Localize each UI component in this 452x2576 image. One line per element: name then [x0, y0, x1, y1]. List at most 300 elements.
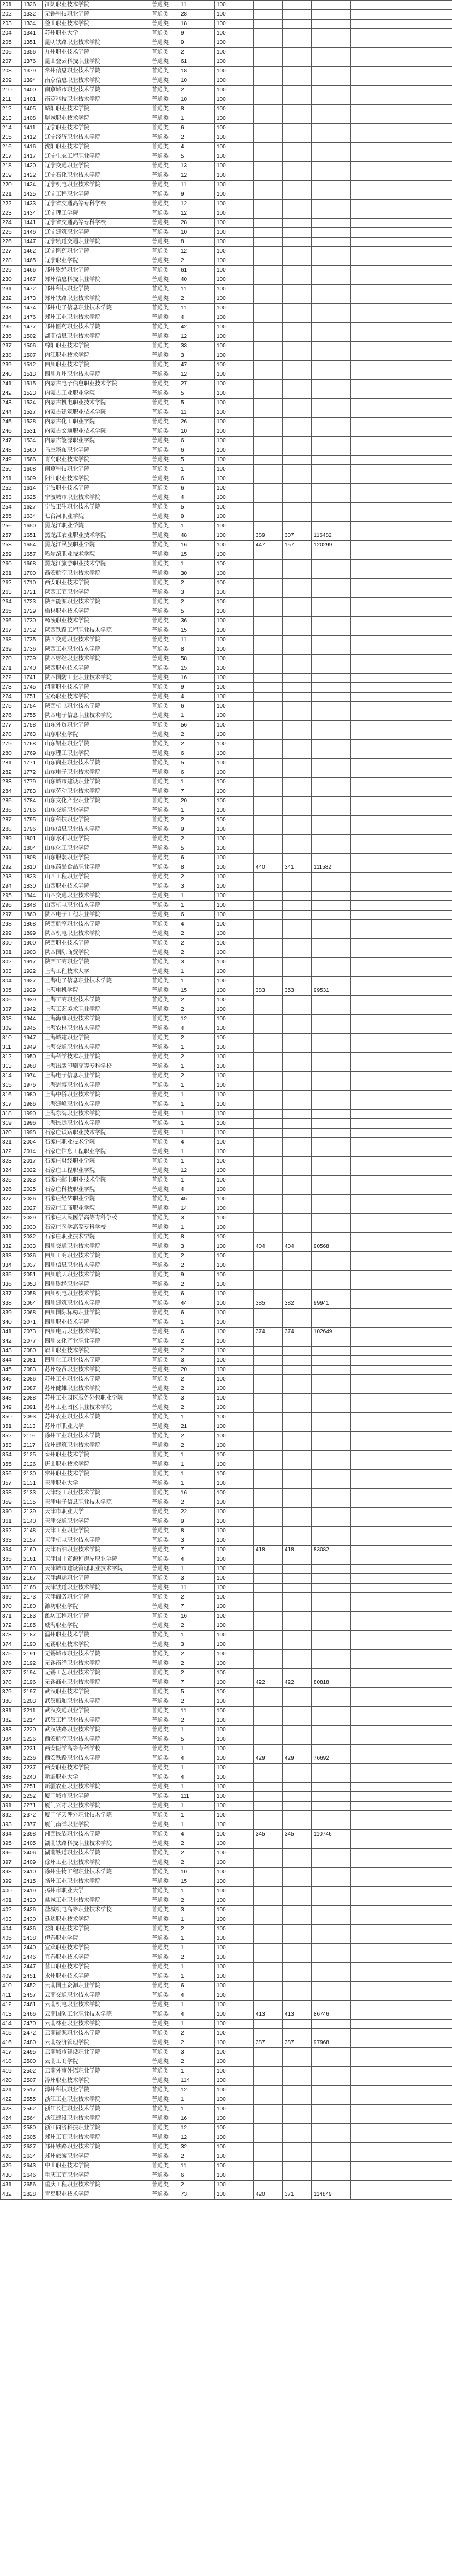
min-rank-cell: [312, 1214, 351, 1223]
row-index-cell: 205: [1, 38, 22, 48]
category-cell: 普通类: [150, 2086, 179, 2095]
table-row: [1, 1925, 452, 1934]
row-index-cell: 327: [1, 1195, 22, 1204]
plan-count-cell: 1: [179, 1963, 215, 1972]
plan-count-cell: 12: [179, 200, 215, 209]
min-rank-cell: [312, 1280, 351, 1290]
category-cell: 普通类: [150, 1669, 179, 1678]
plan-count-cell: 16: [179, 674, 215, 683]
min-rank-cell: [312, 1697, 351, 1707]
school-code-cell: 1654: [22, 541, 43, 550]
min-rank-cell: [312, 332, 351, 342]
plan-count-cell: 7: [179, 1602, 215, 1612]
category-cell: 普通类: [150, 2057, 179, 2067]
table-row: [1, 1735, 452, 1745]
school-name-cell: 内江职业技术学院: [43, 351, 150, 361]
school-name-cell: 陕西工业职业技术学院: [43, 645, 150, 655]
table-row: [1, 95, 452, 105]
min-rank-cell: [312, 1451, 351, 1460]
table-row: [1, 228, 452, 238]
plan-count-cell: 2: [179, 1252, 215, 1261]
plan-count-cell: 18: [179, 67, 215, 76]
ratio-cell: 100: [215, 1707, 254, 1716]
ratio-cell: 100: [215, 304, 254, 313]
school-code-cell: 2117: [22, 1441, 43, 1451]
empty-cell: [351, 967, 452, 977]
plan-count-cell: 44: [179, 1299, 215, 1309]
category-cell: 普通类: [150, 2133, 179, 2143]
table-row: [1, 929, 452, 939]
empty-cell: [351, 1546, 452, 1555]
max-score-cell: [254, 1166, 283, 1176]
max-score-cell: [254, 20, 283, 29]
ratio-cell: 100: [215, 1726, 254, 1735]
category-cell: 普通类: [150, 1811, 179, 1820]
max-score-cell: [254, 569, 283, 579]
min-score-cell: [283, 332, 312, 342]
plan-count-cell: 4: [179, 1138, 215, 1147]
school-name-cell: 山西工程职业学院: [43, 873, 150, 882]
max-score-cell: [254, 655, 283, 664]
ratio-cell: 100: [215, 351, 254, 361]
school-name-cell: 湖南铁路科技职业技术学院: [43, 1839, 150, 1849]
plan-count-cell: 2: [179, 2029, 215, 2038]
table-row: [1, 1460, 452, 1470]
table-row: [1, 1517, 452, 1527]
ratio-cell: 100: [215, 20, 254, 29]
plan-count-cell: 5: [179, 456, 215, 465]
min-score-cell: [283, 835, 312, 844]
school-name-cell: 上海电子信息职业学院: [43, 1072, 150, 1081]
empty-cell: [351, 1593, 452, 1602]
school-name-cell: 榆林职业技术学院: [43, 607, 150, 617]
max-score-cell: 404: [254, 1242, 283, 1252]
max-score-cell: [254, 2020, 283, 2029]
max-score-cell: [254, 598, 283, 607]
row-index-cell: 300: [1, 939, 22, 948]
table-row: [1, 901, 452, 911]
table-row: [1, 2086, 452, 2095]
plan-count-cell: 1: [179, 1451, 215, 1460]
min-score-cell: [283, 1280, 312, 1290]
empty-cell: [351, 996, 452, 1005]
min-rank-cell: [312, 816, 351, 825]
row-index-cell: 365: [1, 1555, 22, 1565]
min-rank-cell: [312, 1688, 351, 1697]
empty-cell: [351, 256, 452, 266]
category-cell: 普通类: [150, 996, 179, 1005]
table-row: [1, 2114, 452, 2124]
empty-cell: [351, 1858, 452, 1868]
school-name-cell: 上海电子信息职业技术学院: [43, 977, 150, 986]
school-code-cell: 2190: [22, 1640, 43, 1650]
min-score-cell: [283, 124, 312, 133]
min-score-cell: [283, 939, 312, 948]
school-name-cell: 辽宁机电职业技术学院: [43, 181, 150, 190]
max-score-cell: [254, 1650, 283, 1659]
max-score-cell: [254, 2124, 283, 2133]
plan-count-cell: 2: [179, 1716, 215, 1726]
table-row: [1, 797, 452, 806]
empty-cell: [351, 1631, 452, 1640]
table-row: [1, 1375, 452, 1384]
empty-cell: [351, 1489, 452, 1498]
ratio-cell: 100: [215, 2067, 254, 2076]
school-name-cell: 宁波城市职业技术学院: [43, 493, 150, 503]
school-name-cell: 陕西航空职业技术学院: [43, 920, 150, 929]
min-score-cell: [283, 854, 312, 863]
school-name-cell: 山东商业职业技术学院: [43, 759, 150, 768]
row-index-cell: 278: [1, 730, 22, 740]
max-score-cell: [254, 1015, 283, 1024]
empty-cell: [351, 778, 452, 787]
ratio-cell: 100: [215, 711, 254, 721]
min-rank-cell: [312, 1631, 351, 1640]
max-score-cell: [254, 1925, 283, 1934]
school-name-cell: 山东铝业职业学院: [43, 740, 150, 749]
max-score-cell: [254, 920, 283, 929]
max-score-cell: [254, 1593, 283, 1602]
ratio-cell: 100: [215, 10, 254, 20]
ratio-cell: 100: [215, 332, 254, 342]
empty-cell: [351, 2171, 452, 2181]
min-rank-cell: [312, 1261, 351, 1271]
table-row: [1, 1764, 452, 1773]
max-score-cell: [254, 2048, 283, 2057]
school-code-cell: 2051: [22, 1271, 43, 1280]
school-name-cell: 潍坊职业学院: [43, 1602, 150, 1612]
ratio-cell: 100: [215, 2086, 254, 2095]
school-code-cell: 1416: [22, 143, 43, 152]
school-code-cell: 2022: [22, 1166, 43, 1176]
school-code-cell: 1467: [22, 275, 43, 285]
min-rank-cell: [312, 1877, 351, 1887]
row-index-cell: 237: [1, 342, 22, 351]
school-name-cell: 陕西交通职业技术学院: [43, 636, 150, 645]
min-score-cell: [283, 1024, 312, 1034]
row-index-cell: 229: [1, 266, 22, 275]
min-score-cell: [283, 1460, 312, 1470]
min-score-cell: [283, 209, 312, 219]
table-row: [1, 266, 452, 275]
category-cell: 普通类: [150, 749, 179, 759]
min-rank-cell: [312, 1470, 351, 1479]
row-index-cell: 220: [1, 181, 22, 190]
min-score-cell: [283, 977, 312, 986]
category-cell: 普通类: [150, 1110, 179, 1119]
min-score-cell: [283, 1015, 312, 1024]
min-score-cell: [283, 1498, 312, 1508]
row-index-cell: 287: [1, 816, 22, 825]
school-code-cell: 1332: [22, 10, 43, 20]
ratio-cell: 100: [215, 607, 254, 617]
min-rank-cell: [312, 1783, 351, 1792]
row-index-cell: 393: [1, 1820, 22, 1830]
table-row: [1, 1868, 452, 1877]
school-name-cell: 辽宁职业学院: [43, 256, 150, 266]
table-row: [1, 1470, 452, 1479]
min-rank-cell: [312, 2133, 351, 2143]
category-cell: 普通类: [150, 1953, 179, 1963]
max-score-cell: 447: [254, 541, 283, 550]
min-score-cell: [283, 1214, 312, 1223]
school-name-cell: 武汉工程职业技术学院: [43, 1716, 150, 1726]
max-score-cell: 418: [254, 1546, 283, 1555]
school-name-cell: 辽宁交通职业学院: [43, 162, 150, 171]
school-code-cell: 1795: [22, 816, 43, 825]
school-code-cell: 2461: [22, 2001, 43, 2010]
ratio-cell: 100: [215, 2057, 254, 2067]
plan-count-cell: 40: [179, 275, 215, 285]
plan-count-cell: 9: [179, 1517, 215, 1527]
min-score-cell: [283, 1375, 312, 1384]
max-score-cell: [254, 1640, 283, 1650]
max-score-cell: [254, 1565, 283, 1574]
row-index-cell: 286: [1, 806, 22, 816]
category-cell: 普通类: [150, 1849, 179, 1858]
school-name-cell: 四川职业技术学院: [43, 1318, 150, 1328]
plan-count-cell: 2: [179, 996, 215, 1005]
category-cell: 普通类: [150, 105, 179, 114]
ratio-cell: 100: [215, 787, 254, 797]
table-row: [1, 418, 452, 427]
min-score-cell: [283, 162, 312, 171]
row-index-cell: 430: [1, 2171, 22, 2181]
max-score-cell: [254, 456, 283, 465]
school-name-cell: 辽宁轨道交通职业学院: [43, 238, 150, 247]
min-score-cell: [283, 1394, 312, 1403]
row-index-cell: 203: [1, 20, 22, 29]
empty-cell: [351, 1963, 452, 1972]
school-name-cell: 陕西机电职业技术学院: [43, 929, 150, 939]
min-score-cell: [283, 1347, 312, 1356]
plan-count-cell: 1: [179, 1176, 215, 1185]
category-cell: 普通类: [150, 275, 179, 285]
plan-count-cell: 3: [179, 1574, 215, 1584]
min-rank-cell: [312, 285, 351, 294]
school-name-cell: 辽宁建筑职业学院: [43, 228, 150, 238]
table-row: [1, 323, 452, 332]
empty-cell: [351, 304, 452, 313]
row-index-cell: 292: [1, 863, 22, 873]
ratio-cell: 100: [215, 152, 254, 162]
school-code-cell: 1609: [22, 474, 43, 484]
category-cell: 普通类: [150, 1460, 179, 1470]
table-row: [1, 1773, 452, 1783]
empty-cell: [351, 1953, 452, 1963]
category-cell: 普通类: [150, 1584, 179, 1593]
max-score-cell: [254, 2029, 283, 2038]
category-cell: 普通类: [150, 1015, 179, 1024]
max-score-cell: 422: [254, 1678, 283, 1688]
row-index-cell: 366: [1, 1565, 22, 1574]
school-name-cell: 山东外贸职业学院: [43, 721, 150, 730]
school-code-cell: 2004: [22, 1138, 43, 1147]
min-rank-cell: [312, 674, 351, 683]
min-rank-cell: [312, 2086, 351, 2095]
plan-count-cell: 73: [179, 2190, 215, 2200]
category-cell: 普通类: [150, 797, 179, 806]
empty-cell: [351, 48, 452, 57]
school-code-cell: 1513: [22, 370, 43, 380]
school-name-cell: 徐州工业职业技术学院: [43, 1858, 150, 1868]
min-score-cell: 413: [283, 2010, 312, 2020]
category-cell: 普通类: [150, 531, 179, 541]
row-index-cell: 388: [1, 1773, 22, 1783]
school-name-cell: 石家庄信息工程职业学院: [43, 1147, 150, 1157]
category-cell: 普通类: [150, 1546, 179, 1555]
plan-count-cell: 9: [179, 512, 215, 522]
school-code-cell: 2080: [22, 1347, 43, 1356]
school-name-cell: 山东文化产业职业学院: [43, 797, 150, 806]
max-score-cell: [254, 2143, 283, 2152]
ratio-cell: 100: [215, 863, 254, 873]
plan-count-cell: 15: [179, 664, 215, 674]
row-index-cell: 303: [1, 967, 22, 977]
empty-cell: [351, 437, 452, 446]
max-score-cell: [254, 1441, 283, 1451]
school-name-cell: 上海工程技术大学: [43, 967, 150, 977]
ratio-cell: 100: [215, 133, 254, 143]
max-score-cell: [254, 1953, 283, 1963]
category-cell: 普通类: [150, 152, 179, 162]
row-index-cell: 311: [1, 1043, 22, 1053]
school-code-cell: 1400: [22, 86, 43, 95]
min-rank-cell: [312, 2105, 351, 2114]
table-row: [1, 1432, 452, 1441]
plan-count-cell: 9: [179, 29, 215, 38]
ratio-cell: 100: [215, 162, 254, 171]
ratio-cell: 100: [215, 1091, 254, 1100]
row-index-cell: 302: [1, 958, 22, 967]
row-index-cell: 421: [1, 2086, 22, 2095]
plan-count-cell: 11: [179, 636, 215, 645]
ratio-cell: 100: [215, 389, 254, 399]
min-rank-cell: [312, 294, 351, 304]
school-code-cell: 1848: [22, 901, 43, 911]
school-code-cell: 2251: [22, 1783, 43, 1792]
table-row: [1, 1413, 452, 1422]
empty-cell: [351, 1925, 452, 1934]
table-row: [1, 749, 452, 759]
school-code-cell: 1527: [22, 408, 43, 418]
category-cell: 普通类: [150, 1271, 179, 1280]
school-name-cell: 唐山职业技术学院: [43, 1460, 150, 1470]
max-score-cell: [254, 759, 283, 768]
category-cell: 普通类: [150, 1574, 179, 1584]
min-rank-cell: [312, 569, 351, 579]
category-cell: 普通类: [150, 825, 179, 835]
ratio-cell: 100: [215, 1953, 254, 1963]
max-score-cell: [254, 1005, 283, 1015]
row-index-cell: 277: [1, 721, 22, 730]
category-cell: 普通类: [150, 474, 179, 484]
table-row: [1, 1811, 452, 1820]
empty-cell: [351, 2190, 452, 2200]
empty-cell: [351, 370, 452, 380]
empty-cell: [351, 380, 452, 389]
ratio-cell: 100: [215, 275, 254, 285]
min-rank-cell: [312, 1726, 351, 1735]
min-score-cell: [283, 1252, 312, 1261]
empty-cell: [351, 1565, 452, 1574]
max-score-cell: [254, 1147, 283, 1157]
empty-cell: [351, 2162, 452, 2171]
plan-count-cell: 20: [179, 797, 215, 806]
school-name-cell: 苏州市职业大学: [43, 1422, 150, 1432]
max-score-cell: [254, 1347, 283, 1356]
table-row: [1, 806, 452, 816]
school-name-cell: 宁波职业技术学院: [43, 484, 150, 493]
min-rank-cell: [312, 2143, 351, 2152]
row-index-cell: 408: [1, 1963, 22, 1972]
plan-count-cell: 4: [179, 493, 215, 503]
plan-count-cell: 15: [179, 626, 215, 636]
category-cell: 普通类: [150, 20, 179, 29]
category-cell: 普通类: [150, 1299, 179, 1309]
min-rank-cell: [312, 1110, 351, 1119]
min-rank-cell: [312, 1991, 351, 2001]
category-cell: 普通类: [150, 2181, 179, 2190]
empty-cell: [351, 20, 452, 29]
plan-count-cell: 26: [179, 418, 215, 427]
max-score-cell: [254, 2114, 283, 2124]
max-score-cell: [254, 730, 283, 740]
min-score-cell: 387: [283, 2038, 312, 2048]
min-score-cell: [283, 1432, 312, 1441]
table-row: [1, 1129, 452, 1138]
min-score-cell: [283, 446, 312, 456]
max-score-cell: [254, 351, 283, 361]
school-name-cell: 益阳职业技术学院: [43, 1925, 150, 1934]
max-score-cell: [254, 1394, 283, 1403]
category-cell: 普通类: [150, 2095, 179, 2105]
empty-cell: [351, 1716, 452, 1726]
school-code-cell: 1751: [22, 693, 43, 702]
min-score-cell: [283, 1053, 312, 1062]
min-score-cell: [283, 1309, 312, 1318]
empty-cell: [351, 86, 452, 95]
ratio-cell: 100: [215, 2133, 254, 2143]
table-row: [1, 825, 452, 835]
table-row: [1, 1252, 452, 1261]
empty-cell: [351, 1252, 452, 1261]
school-name-cell: 陕西国防工业职业技术学院: [43, 674, 150, 683]
category-cell: 普通类: [150, 1726, 179, 1735]
empty-cell: [351, 493, 452, 503]
category-cell: 普通类: [150, 1252, 179, 1261]
max-score-cell: [254, 1081, 283, 1091]
max-score-cell: 389: [254, 531, 283, 541]
max-score-cell: [254, 702, 283, 711]
school-name-cell: 上海电机学院: [43, 986, 150, 996]
empty-cell: [351, 124, 452, 133]
empty-cell: [351, 759, 452, 768]
ratio-cell: 100: [215, 29, 254, 38]
school-name-cell: 永州职业技术学院: [43, 1972, 150, 1982]
ratio-cell: 100: [215, 996, 254, 1005]
school-code-cell: 2446: [22, 1953, 43, 1963]
table-row: [1, 579, 452, 588]
row-index-cell: 270: [1, 655, 22, 664]
plan-count-cell: 2: [179, 939, 215, 948]
school-code-cell: 2426: [22, 1906, 43, 1915]
row-index-cell: 275: [1, 702, 22, 711]
school-code-cell: 2472: [22, 2029, 43, 2038]
min-score-cell: [283, 2029, 312, 2038]
empty-cell: [351, 2001, 452, 2010]
school-name-cell: 陕西职业技术学院: [43, 939, 150, 948]
